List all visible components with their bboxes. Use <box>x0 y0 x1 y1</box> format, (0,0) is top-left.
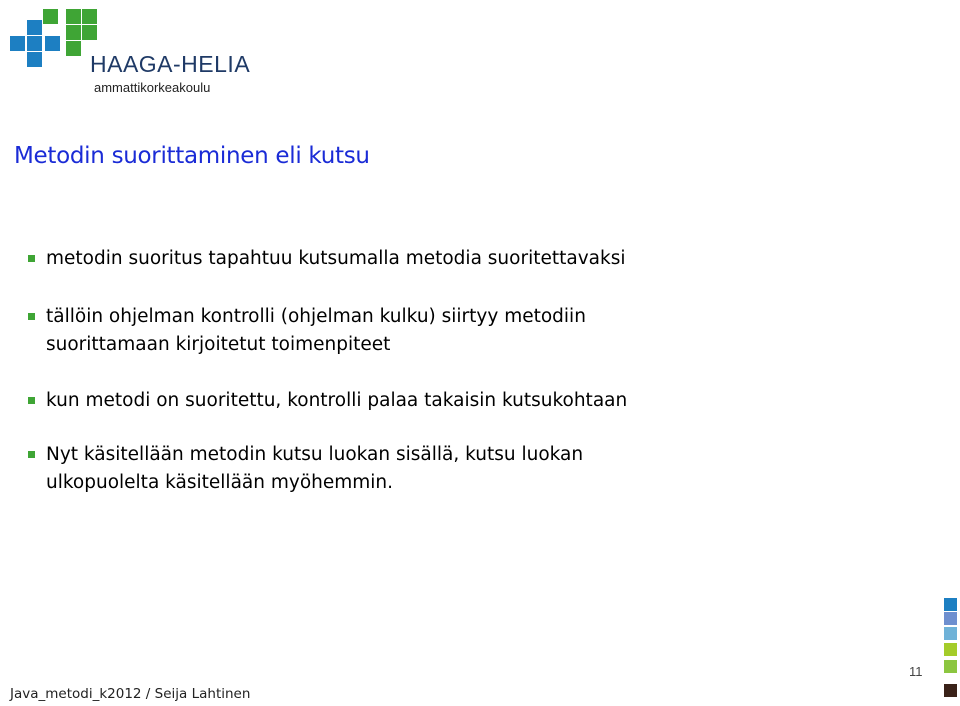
logo-square <box>66 25 81 40</box>
footer-text: Java_metodi_k2012 / Seija Lahtinen <box>10 686 251 702</box>
logo-square <box>43 9 58 24</box>
logo-square <box>82 9 97 24</box>
bullet-text-line: Nyt käsitellään metodin kutsu luokan sisällä, kutsu luokan <box>46 444 584 465</box>
decor-square <box>944 660 957 673</box>
bullet-text-line: suorittamaan kirjoitetut toimenpiteet <box>46 334 391 355</box>
decor-square <box>944 612 957 625</box>
bullet-text-line: kun metodi on suoritettu, kontrolli palaa takaisin kutsukohtaan <box>46 390 628 411</box>
bullet-text-line: metodin suoritus tapahtuu kutsumalla metodia suoritettavaksi <box>46 248 626 269</box>
bullet-square-icon <box>28 397 35 404</box>
logo-square <box>10 36 25 51</box>
logo-square <box>27 20 42 35</box>
bullet-text-line: tällöin ohjelman kontrolli (ohjelman kulku) siirtyy metodiin <box>46 306 586 327</box>
bullet-square-icon <box>28 451 35 458</box>
haaga-helia-logo <box>8 6 251 96</box>
bullet-item <box>28 441 583 497</box>
bullet-square-icon <box>28 255 35 262</box>
logo-square <box>82 25 97 40</box>
decor-square <box>944 598 957 611</box>
logo-subtitle: ammattikorkeakoulu <box>94 80 211 95</box>
bullet-square-icon <box>28 313 35 320</box>
decor-square <box>944 627 957 640</box>
logo-square <box>66 41 81 56</box>
logo-square <box>66 9 81 24</box>
slide-title: Metodin suorittaminen eli kutsu <box>14 143 370 169</box>
logo-name: HAAGA-HELIA <box>90 51 251 77</box>
bullet-item <box>28 245 625 273</box>
logo-square <box>27 52 42 67</box>
bullet-item <box>28 303 586 359</box>
decor-square <box>944 643 957 656</box>
logo-square <box>27 36 42 51</box>
bullet-text-line: ulkopuolelta käsitellään myöhemmin. <box>46 472 394 493</box>
bullet-item <box>28 387 627 415</box>
page-number: 11 <box>909 664 923 679</box>
logo-square <box>45 36 60 51</box>
decor-square <box>944 684 957 697</box>
